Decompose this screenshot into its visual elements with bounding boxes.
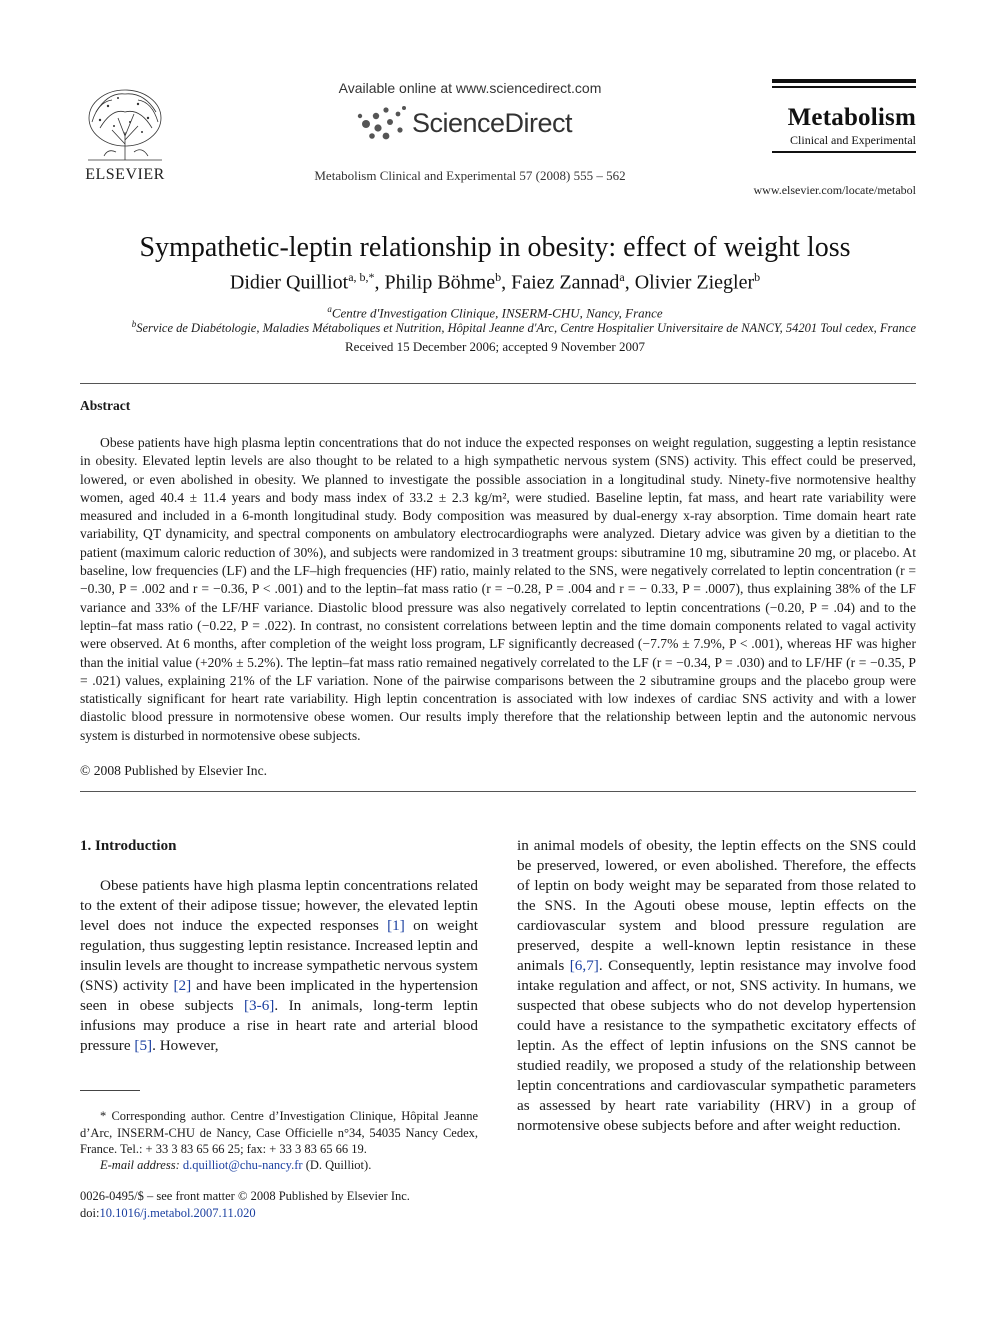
author-name[interactable]: Olivier Ziegler xyxy=(634,271,755,294)
body-text: in animal models of obesity, the leptin effects on the SNS could be preserved, lowered, or even abolished. Therefore, the effects of leptin on body weight may be separated from those related to the SNS. In the Agouti obese mouse, leptin effects on the cardiovascular system and blood pressure regulation are preserved, despite a well-known leptin resistance in these animals xyxy=(517,837,916,974)
received-dates: Received 15 December 2006; accepted 9 November 2007 xyxy=(345,339,645,354)
affiliation-text: Service de Diabétologie, Maladies Métaboliques et Nutrition, Hôpital Jeanne d'Arc, Centre Hospitalier Universitaire de NANCY, 54201 Toul cedex, France xyxy=(136,321,916,336)
journal-rule-top xyxy=(772,79,916,83)
doi-line xyxy=(80,1205,410,1222)
email-label: E-mail address: xyxy=(100,1158,180,1172)
doi-link[interactable]: 10.1016/j.metabol.2007.11.020 xyxy=(99,1205,256,1220)
reference-link[interactable]: [5] xyxy=(134,1037,153,1054)
abstract-rule-bottom xyxy=(80,791,916,792)
footnote-rule xyxy=(80,1090,140,1091)
article-title: Sympathetic-leptin relationship in obesity: effect of weight loss xyxy=(139,232,851,263)
affiliation-mark: b xyxy=(131,319,137,329)
author-affiliation-mark: a xyxy=(619,270,625,284)
email-footnote xyxy=(80,1158,478,1173)
affiliation-text: Centre d'Investigation Clinique, INSERM-CHU, Nancy, France xyxy=(331,305,663,321)
affiliation-b xyxy=(80,319,916,336)
elsevier-tree-logo xyxy=(78,82,172,184)
journal-citation: Metabolism Clinical and Experimental 57 (2008) 555 – 562 xyxy=(314,168,626,183)
journal-subtitle: Clinical and Experimental xyxy=(790,133,916,147)
author-name[interactable]: Philip Böhme xyxy=(384,271,496,294)
publisher-name: ELSEVIER xyxy=(85,166,165,183)
journal-url-link[interactable]: www.elsevier.com/locate/metabol xyxy=(753,183,916,197)
copyright-line: © 2008 Published by Elsevier Inc. xyxy=(80,763,268,778)
section-heading-introduction: 1. Introduction xyxy=(80,838,177,854)
body-column-right xyxy=(517,836,916,1136)
body-text: . In animals, long-term leptin infusions may produce a rise in heart rate and arterial blood pressure xyxy=(80,997,478,1054)
sciencedirect-wordmark: ScienceDirect xyxy=(412,108,573,138)
abstract-rule-top xyxy=(80,383,916,384)
body-text: on weight regulation, thus suggesting leptin resistance. Increased leptin and insulin levels are thought to increase sympathetic nervous system (SNS) activity xyxy=(80,917,478,994)
abstract-text: Obese patients have high plasma leptin concentrations that do not induce the expected responses on weight regulation, suggesting a leptin resistance in obesity. Elevated leptin levels are also thought to be related to a high sympathetic nervous system (SNS) activity. This effect could be preserved, lowered, or even abolished in obesity. We planned to investigate the possible association in a longitudinal study. Ninety-five normotensive healthy women, aged 40.4 ± 11.4 years and body mass index of 33.2 ± 2.3 kg/m², were studied. Baseline leptin, fat mass, and heart rate variability were measured and included in a 6-month longitudinal study. Body composition was measured by dual-energy x-ray absorption. Time domain heart rate variability, QT dynamicity, and spectral components on ambulatory electrocardiographs were analyzed. Dietary advice was given by a dietitian to the patient (maximum caloric reduction of 30%), and subjects were randomized in 3 treatment groups: sibutramine 10 mg, sibutramine 20 mg, or placebo. At baseline, low frequencies (LF) and the LF–high frequencies (HF) ratio, mainly related to the SNS, were negatively correlated to leptin concentration (r = −0.30, P = .002 and r = −0.36, P < .001) and to the leptin–fat mass ratio (r = −0.28, P = .004 and r = − 0.33, P = .0007), thus explaining 38% of the LF variance and 33% of the LF/HF variance. Diastolic blood pressure was also negatively correlated to leptin concentrations (−0.20, P = .04) and to the leptin–fat mass ratio (−0.22, P = .022). In contrast, no consistent correlations between leptin and the time domain components related to vagal activity were observed. At 6 months, after completion of the weight loss program, LF significantly decreased (−7.7% ± 7.9%, P < .001), whereas HF was higher than the initial value (+20% ± 5.2%). The leptin–fat mass ratio remained negatively correlated to the LF (r = −0.34, P = .030) and to LF/HF (r = −0.35, P = .021) values, explaining 21% of the LF variation. None of the pairwise comparisons between the 2 sibutramine groups and the placebo group were statistically significant for heart rate variability. High leptin concentration is associated with low indexes of cardiac SNS activity and with a lower diastolic blood pressure in normotensive obese women. Our results imply therefore that the relationship between leptin and the autonomic nervous system is disturbed in normotensive obese subjects. xyxy=(80,435,916,743)
front-matter-block xyxy=(80,1188,410,1221)
reference-link[interactable]: [6,7] xyxy=(569,957,599,974)
reference-link[interactable]: [2] xyxy=(173,977,192,994)
email-link[interactable]: d.quilliot@chu-nancy.fr xyxy=(182,1158,303,1172)
front-matter-line: 0026-0495/$ – see front matter © 2008 Published by Elsevier Inc. xyxy=(80,1189,410,1203)
reference-link[interactable]: [1] xyxy=(387,917,405,934)
body-text: . Consequently, leptin resistance may involve food intake regulation and affect, or not, SNS activity. In humans, we suspected that obese subjects who do not develop hypertension could have a resistance to the sympathetic excitatory effects of leptin. As the effect of leptin infusions on the SNS cannot be studied readily, we proposed a study of the relationship between leptin concentrations and cardiovascular sympathetic parameters as assessed by heart rate variability (HRV) in a group of normotensive obese subjects before and after weight reduction. xyxy=(517,957,916,1134)
doi-label: doi: xyxy=(80,1205,100,1220)
body-text: and have been implicated in the hypertension seen in obese subjects xyxy=(80,977,478,1014)
reference-link[interactable]: [3-6] xyxy=(243,997,275,1014)
affiliation-mark: a xyxy=(327,304,332,314)
available-online-text: Available online at www.sciencedirect.com xyxy=(338,80,602,96)
body-column-left xyxy=(80,876,478,1056)
author-affiliation-mark: b xyxy=(754,270,761,284)
corresponding-author-footnote: * Corresponding author. Centre d’Investigation Clinique, Hôpital Jeanne d’Arc, INSERM-CHU de Nancy, Case Officielle n°34, 54035 Nancy Cedex, France. Tel.: + 33 3 83 65 66 25; fax: + 33 3 83 65 66 19. xyxy=(80,1109,478,1156)
author-affiliation-mark: a, b,* xyxy=(348,270,375,284)
journal-rule-bottom xyxy=(772,151,916,153)
journal-name: Metabolism xyxy=(787,104,916,131)
author-list: Didier Quilliot$^{a, b,*}$, Philip Böhme$^b$, Faiez Zannad$^a$, Olivier Ziegler$^b$ xyxy=(229,270,761,294)
email-suffix: (D. Quilliot). xyxy=(305,1158,372,1172)
author-name[interactable]: Didier Quilliot xyxy=(229,271,349,294)
author-affiliation-mark: b xyxy=(495,270,502,284)
abstract-heading: Abstract xyxy=(80,398,131,413)
journal-rule-second xyxy=(772,86,916,88)
body-text: Obese patients have high plasma leptin concentrations related to the extent of their adipose tissue; however, the elevated leptin level does not induce the expected responses xyxy=(80,877,478,934)
author-name[interactable]: Faiez Zannad xyxy=(511,271,620,294)
body-text: . However, xyxy=(152,1037,219,1054)
